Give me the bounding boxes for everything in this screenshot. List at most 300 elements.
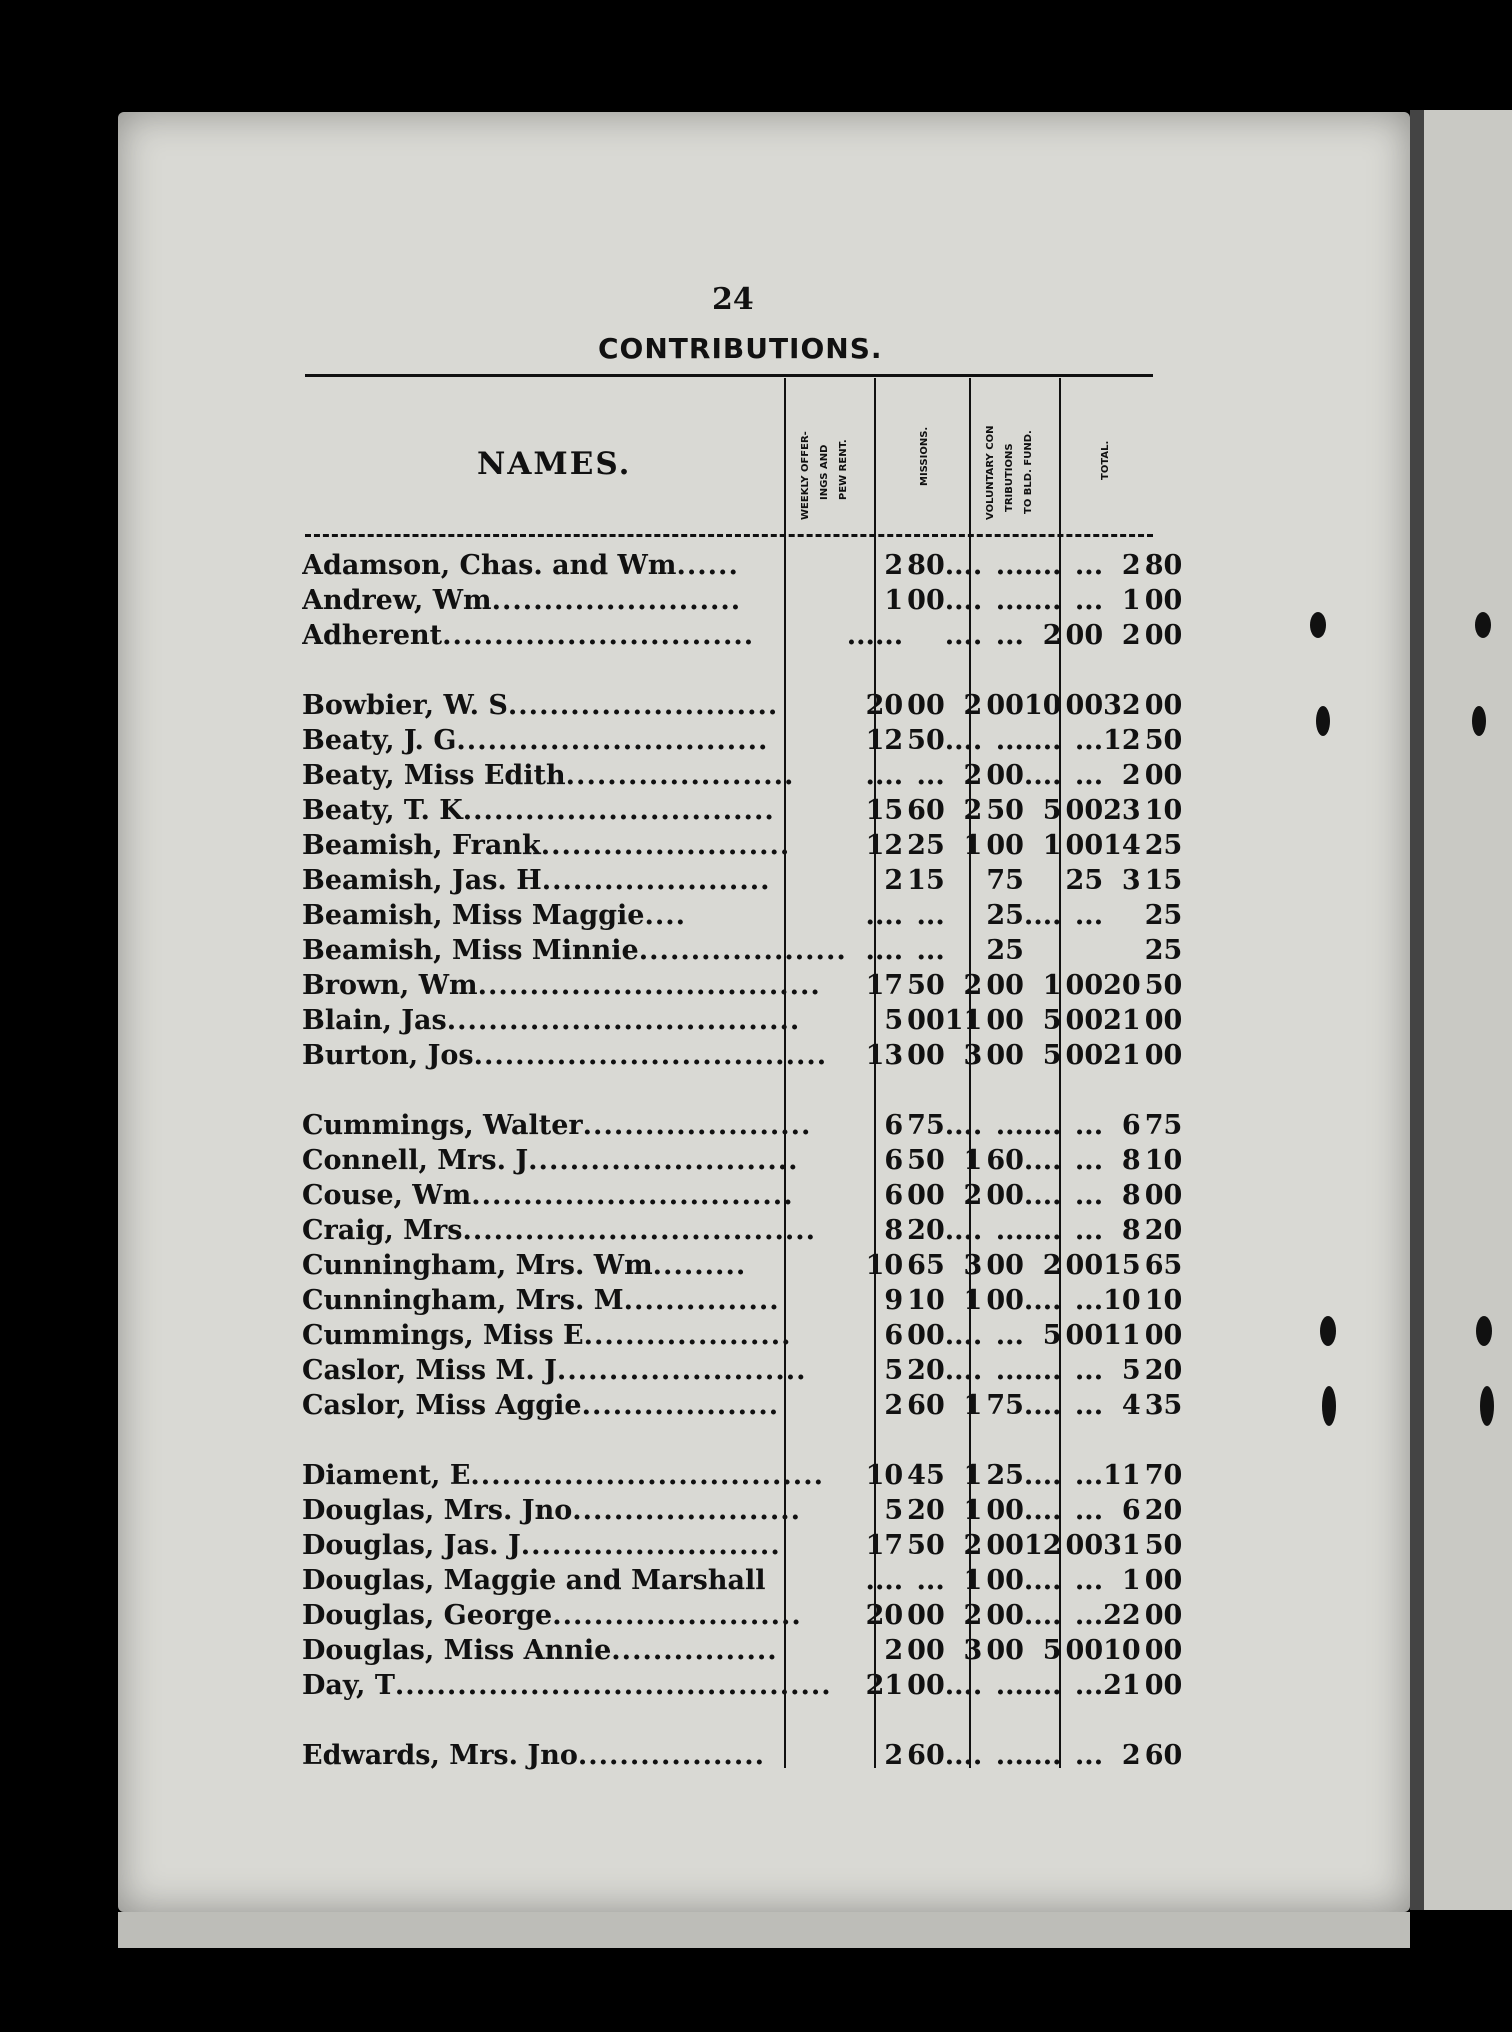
contributor-name-cell	[302, 898, 847, 933]
total-dollars-cell: 6	[1121, 1495, 1141, 1526]
binding-hole-mark	[1475, 612, 1491, 638]
table-row	[302, 1213, 1182, 1248]
total-cents-cell: 50	[1144, 1530, 1183, 1561]
missions-cents-cell: 00	[986, 1250, 1024, 1281]
weekly-dollars-cell: 2	[884, 1390, 904, 1421]
contributor-name-cell	[302, 933, 847, 968]
missions-dollars-cell: ....	[944, 1740, 983, 1771]
contributor-name: Beamish, Jas. H	[302, 865, 542, 896]
table-row	[302, 1003, 1182, 1038]
leader-dots: ..................................	[473, 1040, 828, 1071]
voluntary-dollars-cell: ....	[1023, 1670, 1062, 1701]
facing-page-edge	[1410, 110, 1512, 1910]
voluntary-dollars-cell: 10	[1023, 690, 1062, 721]
total-dollars-cell: 2	[1121, 1740, 1141, 1771]
missions-dollars-cell: 1	[963, 1390, 983, 1421]
contributor-name: Beamish, Miss Minnie	[302, 935, 639, 966]
spacer-cell	[302, 1073, 1182, 1108]
table-row	[302, 968, 1182, 1003]
contributor-name-cell	[302, 793, 847, 828]
table-row	[302, 1598, 1182, 1633]
leader-dots: ........................	[552, 1600, 802, 1631]
missions-dollars-cell: 2	[963, 970, 983, 1001]
table-row	[302, 1388, 1182, 1423]
voluntary-dollars-cell: 5	[1042, 1040, 1062, 1071]
weekly-cents-cell: 60	[907, 795, 945, 826]
weekly-cents-cell: 50	[907, 1145, 945, 1176]
weekly-cents-cell: 65	[907, 1250, 945, 1281]
missions-cents-cell: 75	[986, 865, 1024, 896]
table-row	[302, 828, 1182, 863]
voluntary-header-line: VOLUNTARY CON	[985, 425, 996, 520]
missions-dollars-cell: ....	[944, 725, 983, 756]
contributor-name-cell	[302, 968, 847, 1003]
weekly-dollars-cell: 17	[865, 970, 904, 1001]
voluntary-dollars-cell: ....	[1023, 1460, 1062, 1491]
contributor-name-cell	[302, 1738, 847, 1773]
contributor-name-cell	[302, 1038, 847, 1073]
total-dollars-cell: 32	[1103, 690, 1141, 721]
leader-dots: ........................	[556, 1355, 807, 1386]
voluntary-cents-cell: ...	[1074, 550, 1104, 581]
missions-dollars-cell: ....	[944, 1110, 983, 1141]
weekly-cents-cell: 00	[907, 1180, 945, 1211]
leader-dots: ..........................	[528, 1145, 799, 1176]
weekly-dollars-cell: ....	[865, 760, 904, 791]
voluntary-cents-cell: 00	[1065, 1250, 1104, 1281]
total-cents-cell: 20	[1144, 1495, 1183, 1526]
total-dollars-cell: 1	[1121, 585, 1141, 616]
contributor-name: Cunningham, Mrs. Wm	[302, 1250, 653, 1281]
voluntary-dollars-cell: ....	[1023, 725, 1062, 756]
contributor-name-cell	[302, 1528, 847, 1563]
contributor-name: Craig, Mrs	[302, 1215, 463, 1246]
weekly-dollars-cell: 2	[884, 1635, 904, 1666]
weekly-cents-cell: ...	[916, 1565, 945, 1596]
contributor-name-cell	[302, 1563, 847, 1598]
weekly-dollars-cell: 5	[884, 1495, 904, 1526]
contributor-name: Edwards, Mrs. Jno	[302, 1740, 578, 1771]
voluntary-dollars-cell: 5	[1042, 795, 1062, 826]
weekly-dollars-cell: ......	[846, 620, 904, 651]
table-row	[302, 618, 1182, 653]
weekly-dollars-cell: 12	[865, 830, 904, 861]
contributor-name-cell	[302, 1213, 847, 1248]
weekly-cents-cell: 20	[907, 1495, 945, 1526]
header-bottom-rule	[305, 534, 1153, 537]
missions-dollars-cell: 1	[963, 1145, 983, 1176]
table-row	[302, 1458, 1182, 1493]
total-dollars-cell: 21	[1103, 1040, 1141, 1071]
contributor-name: Caslor, Miss M. J	[302, 1355, 557, 1386]
voluntary-cents-cell: ...	[1074, 1355, 1104, 1386]
voluntary-cents-cell: ...	[1074, 1145, 1104, 1176]
leader-dots: ..............................	[456, 725, 769, 756]
leader-dots: ......................	[541, 865, 771, 896]
table-row	[302, 1493, 1182, 1528]
contributor-name-cell	[302, 583, 847, 618]
total-dollars-cell	[1103, 933, 1141, 968]
weekly-cents-cell: 60	[907, 1740, 945, 1771]
weekly-cents-cell: 10	[907, 1285, 945, 1316]
weekly-header-line: PEW RENT.	[838, 439, 849, 500]
total-dollars-cell: 3	[1121, 865, 1141, 896]
missions-dollars-cell: 2	[963, 1530, 983, 1561]
contributor-name-cell	[302, 1598, 847, 1633]
contributor-name-cell	[302, 1143, 847, 1178]
voluntary-cents-cell: 00	[1065, 1040, 1104, 1071]
weekly-cents-cell: 00	[907, 1635, 945, 1666]
contributor-name-cell	[302, 1248, 847, 1283]
contributions-table-body	[302, 548, 1182, 1773]
contributor-name-cell	[302, 1388, 847, 1423]
weekly-dollars-cell: 10	[865, 1250, 904, 1281]
missions-cents-cell: 00	[986, 690, 1024, 721]
total-dollars-cell: 8	[1121, 1145, 1141, 1176]
missions-cents-cell: 00	[986, 1495, 1024, 1526]
total-dollars-cell: 21	[1103, 1005, 1141, 1036]
contributor-name-cell	[302, 688, 847, 723]
missions-header-line: MISSIONS.	[919, 426, 930, 486]
weekly-dollars-cell: ....	[865, 935, 904, 966]
weekly-cents-cell: 00	[907, 1320, 945, 1351]
missions-cents-cell: 00	[986, 1285, 1024, 1316]
weekly-header-line: INGS AND	[819, 444, 830, 500]
voluntary-dollars-cell: ....	[1023, 585, 1062, 616]
missions-dollars-cell	[945, 863, 983, 898]
missions-dollars-cell: ....	[944, 620, 983, 651]
table-row	[302, 1143, 1182, 1178]
voluntary-cents-cell: ...	[1074, 1390, 1104, 1421]
total-dollars-cell: 11	[1103, 1460, 1141, 1491]
weekly-cents-cell: 50	[907, 725, 945, 756]
voluntary-dollars-cell: ....	[1023, 550, 1062, 581]
voluntary-cents-cell: 00	[1065, 830, 1104, 861]
voluntary-cents-cell: ...	[1074, 585, 1104, 616]
weekly-cents-cell: 60	[907, 1390, 945, 1421]
voluntary-dollars-cell: ....	[1023, 1600, 1062, 1631]
leader-dots: ..............................	[462, 795, 775, 826]
contributor-name: Couse, Wm	[302, 1180, 472, 1211]
missions-dollars-cell: ....	[944, 1215, 983, 1246]
voluntary-cents-cell: ...	[1074, 900, 1104, 931]
voluntary-dollars-cell: 2	[1042, 1250, 1062, 1281]
page-number: 24	[712, 282, 754, 317]
total-dollars-cell: 11	[1103, 1320, 1141, 1351]
weekly-dollars-cell: ....	[865, 900, 904, 931]
names-column-header: NAMES.	[477, 446, 632, 482]
binding-hole-mark	[1310, 612, 1326, 638]
voluntary-header-line: TO BLD. FUND.	[1023, 430, 1034, 514]
voluntary-cents-cell: 00	[1065, 1635, 1104, 1666]
weekly-dollars-cell: 13	[865, 1040, 904, 1071]
contributor-name-cell	[302, 1283, 847, 1318]
weekly-cents-cell: 00	[907, 585, 945, 616]
table-row	[302, 1563, 1182, 1598]
missions-cents-cell: ...	[995, 1355, 1024, 1386]
contributions-table	[302, 548, 1182, 1773]
weekly-dollars-cell: 6	[884, 1110, 904, 1141]
contributor-name: Douglas, Maggie and Marshall	[302, 1565, 766, 1596]
total-cents-cell: 10	[1144, 1285, 1183, 1316]
voluntary-cents-cell: ...	[1074, 760, 1104, 791]
voluntary-dollars-cell: ....	[1023, 1145, 1062, 1176]
voluntary-cents-cell: ...	[1074, 1565, 1104, 1596]
contributor-name: Beaty, Miss Edith	[302, 760, 566, 791]
contributor-name: Day, T	[302, 1670, 395, 1701]
missions-cents-cell: ...	[995, 1740, 1024, 1771]
table-row	[302, 863, 1182, 898]
missions-dollars-cell: 2	[963, 795, 983, 826]
contributor-name: Cummings, Walter	[302, 1110, 583, 1141]
contributor-name-cell	[302, 828, 847, 863]
total-cents-cell: 50	[1144, 970, 1183, 1001]
total-cents-cell: 00	[1144, 585, 1183, 616]
total-dollars-cell: 8	[1121, 1215, 1141, 1246]
leader-dots: ....	[644, 900, 687, 931]
total-cents-cell: 25	[1144, 830, 1183, 861]
page-heading: CONTRIBUTIONS.	[598, 332, 883, 365]
total-cents-cell: 60	[1144, 1740, 1183, 1771]
missions-cents-cell: ...	[995, 585, 1024, 616]
total-cents-cell: 00	[1144, 1040, 1183, 1071]
section-spacer	[302, 653, 1182, 688]
voluntary-dollars-cell: ....	[1023, 1740, 1062, 1771]
weekly-dollars-cell: 12	[865, 725, 904, 756]
missions-cents-cell: ...	[995, 620, 1024, 651]
voluntary-cents-cell: ...	[1074, 1110, 1104, 1141]
voluntary-cents-cell: ...	[1074, 1460, 1104, 1491]
total-dollars-cell: 22	[1103, 1600, 1141, 1631]
weekly-cents-cell: 00	[907, 1600, 945, 1631]
leader-dots: ...............	[623, 1285, 780, 1316]
missions-dollars-cell: ....	[944, 1670, 983, 1701]
total-dollars-cell: 6	[1121, 1110, 1141, 1141]
voluntary-cents-cell: 25	[1065, 865, 1104, 896]
missions-cents-cell: 00	[986, 1600, 1024, 1631]
voluntary-cents-cell: ...	[1074, 1215, 1104, 1246]
missions-dollars-cell: 3	[963, 1635, 983, 1666]
total-cents-cell: 00	[1144, 1670, 1183, 1701]
total-cents-cell: 35	[1144, 1390, 1183, 1421]
voluntary-cents-cell: ...	[1074, 1180, 1104, 1211]
missions-cents-cell: 00	[986, 1565, 1024, 1596]
weekly-dollars-cell: 6	[884, 1180, 904, 1211]
contributor-name: Adamson, Chas. and Wm	[302, 550, 677, 581]
contributor-name-cell	[302, 1003, 847, 1038]
missions-cents-cell: ...	[995, 1320, 1024, 1351]
weekly-cents-cell: ...	[916, 760, 945, 791]
total-header-line: TOTAL.	[1100, 440, 1111, 480]
total-cents-cell: 75	[1144, 1110, 1183, 1141]
contributor-name-cell	[302, 1108, 847, 1143]
table-row	[302, 1108, 1182, 1143]
total-cents-cell: 00	[1144, 1180, 1183, 1211]
voluntary-cents-cell: 00	[1065, 1320, 1104, 1351]
contributor-name-cell	[302, 618, 847, 653]
voluntary-cents-cell: 00	[1065, 1530, 1104, 1561]
voluntary-dollars-cell: ....	[1023, 1390, 1062, 1421]
voluntary-cents-cell: 00	[1065, 690, 1104, 721]
missions-cents-cell: 00	[986, 1180, 1024, 1211]
contributor-name-cell	[302, 863, 847, 898]
missions-cents-cell: ...	[995, 725, 1024, 756]
leader-dots: .........	[652, 1250, 747, 1281]
voluntary-cents-cell: 00	[1065, 795, 1104, 826]
leader-dots: ..................................	[462, 1215, 817, 1246]
missions-cents-cell: 25	[986, 1460, 1024, 1491]
contributor-name-cell	[302, 1178, 847, 1213]
missions-dollars-cell: 3	[963, 1040, 983, 1071]
voluntary-dollars-cell: 5	[1042, 1635, 1062, 1666]
missions-cents-cell: 75	[986, 1390, 1024, 1421]
total-cents-cell: 20	[1144, 1215, 1183, 1246]
missions-cents-cell: 50	[986, 795, 1024, 826]
voluntary-dollars-cell: ....	[1023, 1285, 1062, 1316]
binding-hole-mark	[1322, 1386, 1336, 1426]
missions-dollars-cell: 2	[963, 1180, 983, 1211]
table-row	[302, 1318, 1182, 1353]
weekly-dollars-cell: 2	[884, 550, 904, 581]
missions-dollars-cell: 1	[963, 1565, 983, 1596]
voluntary-cents-cell: ...	[1074, 1285, 1104, 1316]
missions-cents-cell: 00	[986, 760, 1024, 791]
voluntary-header-line: TRIBUTIONS	[1004, 443, 1015, 512]
contributor-name: Douglas, Jas. J	[302, 1530, 521, 1561]
weekly-cents-cell: 50	[907, 1530, 945, 1561]
leader-dots: ..................	[577, 1740, 766, 1771]
missions-dollars-cell: ....	[944, 1320, 983, 1351]
missions-cents-cell: 00	[986, 1635, 1024, 1666]
contributor-name: Andrew, Wm	[302, 585, 492, 616]
voluntary-cents-cell: 00	[1065, 1005, 1104, 1036]
contributor-name: Douglas, George	[302, 1600, 553, 1631]
weekly-dollars-cell: 21	[865, 1670, 904, 1701]
section-spacer	[302, 1423, 1182, 1458]
table-row	[302, 1668, 1182, 1703]
total-cents-cell: 00	[1144, 1565, 1183, 1596]
missions-dollars-cell: ....	[944, 550, 983, 581]
leader-dots: ......................	[572, 1495, 802, 1526]
weekly-dollars-cell: 1	[884, 585, 904, 616]
weekly-dollars-cell: 5	[884, 1005, 904, 1036]
weekly-cents-cell: 20	[907, 1355, 945, 1386]
leader-dots: ..................................	[446, 1005, 801, 1036]
binding-hole-mark	[1476, 1316, 1492, 1346]
table-row	[302, 898, 1182, 933]
voluntary-dollars-cell: ....	[1023, 1495, 1062, 1526]
table-row	[302, 933, 1182, 968]
total-dollars-cell: 20	[1103, 970, 1141, 1001]
missions-dollars-cell: ....	[944, 585, 983, 616]
table-row	[302, 1283, 1182, 1318]
total-dollars-cell: 21	[1103, 1670, 1141, 1701]
weekly-cents-cell: 00	[907, 1005, 945, 1036]
contributor-name-cell	[302, 1633, 847, 1668]
voluntary-cents-cell: ...	[1074, 1495, 1104, 1526]
missions-cents-cell: 00	[986, 1005, 1024, 1036]
contributor-name: Brown, Wm	[302, 970, 478, 1001]
total-dollars-cell: 12	[1103, 725, 1141, 756]
contributor-name: Douglas, Mrs. Jno	[302, 1495, 573, 1526]
spacer-cell	[302, 1703, 1182, 1738]
contributor-name: Beaty, T. K	[302, 795, 463, 826]
missions-cents-cell: ...	[995, 1670, 1024, 1701]
missions-dollars-cell: 1	[963, 1460, 983, 1491]
leader-dots: ......................	[582, 1110, 812, 1141]
contributor-name: Beamish, Frank	[302, 830, 541, 861]
total-dollars-cell: 1	[1121, 1565, 1141, 1596]
spacer-cell	[302, 653, 1182, 688]
missions-cents-cell: 00	[986, 1040, 1024, 1071]
weekly-dollars-cell: 20	[865, 690, 904, 721]
contributor-name-cell	[302, 1493, 847, 1528]
voluntary-dollars-cell: ....	[1023, 1180, 1062, 1211]
weekly-cents-cell: 75	[907, 1110, 945, 1141]
missions-cents-cell: ...	[995, 1215, 1024, 1246]
voluntary-dollars-cell: ....	[1023, 1215, 1062, 1246]
missions-cents-cell: ...	[995, 1110, 1024, 1141]
contributor-name: Connell, Mrs. J	[302, 1145, 529, 1176]
missions-cents-cell: 25	[986, 935, 1024, 966]
spacer-cell	[302, 1423, 1182, 1458]
weekly-dollars-cell: 6	[884, 1320, 904, 1351]
total-cents-cell: 70	[1144, 1460, 1183, 1491]
page-bottom-edge	[118, 1912, 1410, 1948]
total-dollars-cell: 4	[1121, 1390, 1141, 1421]
table-row	[302, 1633, 1182, 1668]
header-top-rule	[305, 374, 1153, 377]
missions-dollars-cell: 1	[963, 1495, 983, 1526]
total-dollars-cell: 31	[1103, 1530, 1141, 1561]
total-cents-cell: 80	[1144, 550, 1183, 581]
voluntary-dollars-cell: 5	[1042, 1320, 1062, 1351]
total-cents-cell: 65	[1144, 1250, 1183, 1281]
leader-dots: ....................	[638, 935, 847, 966]
contributor-name: Blain, Jas	[302, 1005, 447, 1036]
missions-dollars-cell: 1	[963, 830, 983, 861]
table-row	[302, 548, 1182, 583]
total-cents-cell: 00	[1144, 620, 1183, 651]
leader-dots: ..........................................	[394, 1670, 832, 1701]
leader-dots: ........................	[540, 830, 791, 861]
voluntary-cents-cell: 00	[1065, 970, 1104, 1001]
contributor-name: Bowbier, W. S	[302, 690, 508, 721]
voluntary-dollars-cell: 1	[1042, 830, 1062, 861]
table-row	[302, 1248, 1182, 1283]
total-cents-cell: 00	[1144, 760, 1183, 791]
weekly-header-line: WEEKLY OFFER-	[800, 431, 811, 520]
missions-dollars-cell: 2	[963, 1600, 983, 1631]
contributor-name: Cummings, Miss E	[302, 1320, 584, 1351]
missions-cents-cell: 00	[986, 970, 1024, 1001]
total-cents-cell: 10	[1144, 1145, 1183, 1176]
binding-hole-mark	[1320, 1316, 1336, 1346]
voluntary-cents-cell: ...	[1074, 1600, 1104, 1631]
weekly-cents-cell: ...	[916, 900, 945, 931]
total-cents-cell: 15	[1144, 865, 1183, 896]
voluntary-cents-cell: 00	[1065, 620, 1104, 651]
contributor-name: Burton, Jos	[302, 1040, 474, 1071]
contributor-name-cell	[302, 1353, 847, 1388]
missions-dollars-cell: 3	[963, 1250, 983, 1281]
contributor-name: Caslor, Miss Aggie	[302, 1390, 582, 1421]
total-cents-cell: 00	[1144, 1600, 1183, 1631]
total-cents-cell: 00	[1144, 1320, 1183, 1351]
leader-dots: ..............................	[442, 620, 755, 651]
total-cents-cell: 20	[1144, 1355, 1183, 1386]
missions-dollars-cell: ....	[944, 1355, 983, 1386]
